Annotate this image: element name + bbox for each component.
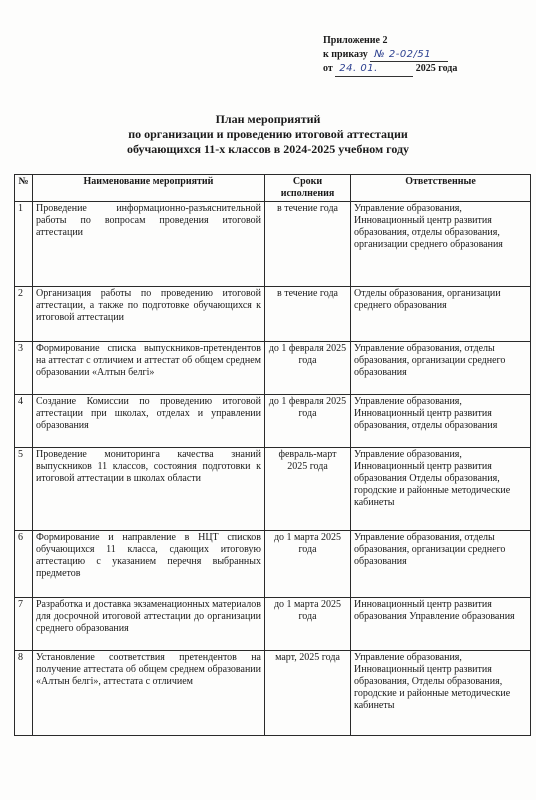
row-term: февраль-март 2025 года bbox=[265, 448, 351, 531]
header-name: Наименование мероприятий bbox=[33, 175, 265, 202]
title-line-2: по организации и проведению итоговой аттестации bbox=[128, 127, 408, 141]
row-num: 3 bbox=[15, 342, 33, 395]
row-responsible: Управление образования, отделы образования, организации среднего образования bbox=[351, 531, 531, 598]
row-term: до 1 февраля 2025 года bbox=[265, 342, 351, 395]
table-row bbox=[15, 202, 531, 287]
row-term: до 1 февраля 2025 года bbox=[265, 395, 351, 448]
header-term: Сроки исполнения bbox=[265, 175, 351, 202]
appendix-block bbox=[323, 34, 523, 77]
row-event: Проведение мониторинга качества знаний выпускников 11 классов, состояния подготовки к итоговой аттестации в школах области bbox=[33, 448, 265, 531]
row-term: до 1 марта 2025 года bbox=[265, 531, 351, 598]
table-header-row bbox=[15, 175, 531, 202]
row-term: в течение года bbox=[265, 202, 351, 287]
order-date-handwritten: 24. 01. bbox=[335, 62, 413, 77]
row-event: Установление соответствия претендентов на получение аттестата об общем среднем образовании «Алтын белгі», аттестата с отличием bbox=[33, 651, 265, 736]
table-row bbox=[15, 598, 531, 651]
table-row bbox=[15, 287, 531, 342]
row-event: Формирование и направление в НЦТ списков обучающихся 11 класса, сдающих итоговую аттестацию с указанием перечня выбранных предметов bbox=[33, 531, 265, 598]
order-number-handwritten: № 2-02/51 bbox=[370, 48, 448, 63]
row-responsible: Управление образования, отделы образования, организации среднего образования bbox=[351, 342, 531, 395]
row-term: март, 2025 года bbox=[265, 651, 351, 736]
order-prefix: к приказу bbox=[323, 48, 368, 60]
date-suffix: 2025 года bbox=[415, 63, 458, 74]
table-row bbox=[15, 448, 531, 531]
row-event: Организация работы по проведению итоговой аттестации, а также по подготовке обучающихся к итоговой аттестации bbox=[33, 287, 265, 342]
row-responsible: Инновационный центр развития образования Управление образования bbox=[351, 598, 531, 651]
table-row bbox=[15, 395, 531, 448]
appendix-line-3 bbox=[323, 62, 523, 77]
row-term: до 1 марта 2025 года bbox=[265, 598, 351, 651]
row-event: Проведение информационно-разъяснительной работы по вопросам проведения итоговой аттестации bbox=[33, 202, 265, 287]
events-table bbox=[14, 174, 531, 736]
appendix-line-1 bbox=[323, 34, 523, 48]
row-num: 5 bbox=[15, 448, 33, 531]
row-responsible: Управление образования, Инновационный центр развития образования Отделы образования, городские и районные методические кабинеты bbox=[351, 448, 531, 531]
row-num: 8 bbox=[15, 651, 33, 736]
row-num: 7 bbox=[15, 598, 33, 651]
appendix-line-2 bbox=[323, 48, 523, 63]
row-num: 6 bbox=[15, 531, 33, 598]
title-line-3: обучающихся 11-х классов в 2024-2025 учебном году bbox=[126, 142, 410, 156]
row-responsible: Управление образования, Инновационный центр развития образования, отделы образования, организации среднего образования bbox=[351, 202, 531, 287]
table-row bbox=[15, 531, 531, 598]
row-event: Формирование списка выпускников-претендентов на аттестат с отличием и аттестат об общем среднем образовании «Алтын белгі» bbox=[33, 342, 265, 395]
date-prefix: от bbox=[323, 63, 333, 74]
row-num: 2 bbox=[15, 287, 33, 342]
row-responsible: Управление образования, Инновационный центр развития образования, отделы образования bbox=[351, 395, 531, 448]
table-row bbox=[15, 651, 531, 736]
document-title bbox=[80, 112, 456, 157]
row-responsible: Управление образования, Инновационный центр развития образования, Отделы образования, городские и районные методические кабинеты bbox=[351, 651, 531, 736]
row-term: в течение года bbox=[265, 287, 351, 342]
header-resp: Ответственные bbox=[351, 175, 531, 202]
appendix-label: Приложение 2 bbox=[323, 35, 388, 46]
row-event: Создание Комиссии по проведению итоговой аттестации при школах, отделах и управлении образования bbox=[33, 395, 265, 448]
row-event: Разработка и доставка экзаменационных материалов для досрочной итоговой аттестации до организации среднего образования bbox=[33, 598, 265, 651]
header-num: № bbox=[15, 175, 33, 202]
row-num: 1 bbox=[15, 202, 33, 287]
title-line-1: План мероприятий bbox=[215, 112, 321, 126]
table-row bbox=[15, 342, 531, 395]
row-num: 4 bbox=[15, 395, 33, 448]
row-responsible: Отделы образования, организации среднего образования bbox=[351, 287, 531, 342]
